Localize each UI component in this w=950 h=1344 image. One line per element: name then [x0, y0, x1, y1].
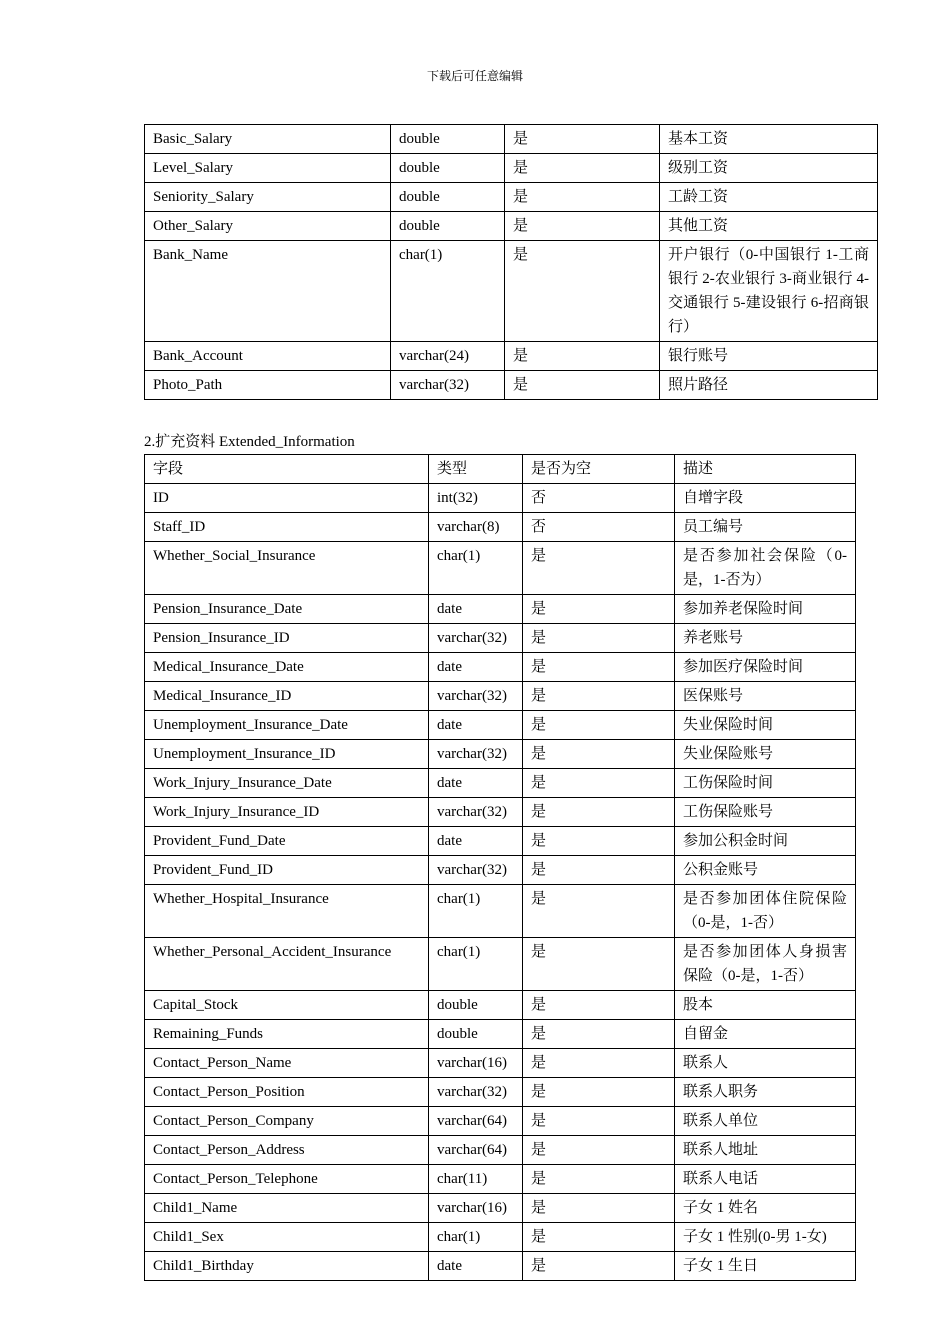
- section-title-extended-information: 2.扩充资料 Extended_Information: [144, 434, 355, 450]
- field-type-cell: varchar(24): [391, 342, 505, 371]
- table-row: [145, 938, 856, 991]
- description-cell: 子女 1 性别(0-男 1-女): [675, 1223, 856, 1252]
- description-cell: 工伤保险账号: [675, 798, 856, 827]
- description-cell: 其他工资: [660, 212, 878, 241]
- field-type-cell: char(1): [391, 241, 505, 342]
- description-cell: 公积金账号: [675, 856, 856, 885]
- table-row: [145, 624, 856, 653]
- table-row: [145, 1078, 856, 1107]
- table-row: [145, 183, 878, 212]
- nullable-cell: 是: [523, 1049, 675, 1078]
- field-type-cell: double: [429, 991, 523, 1020]
- description-cell: 是否参加团体住院保险 （0-是，1-否）: [675, 885, 856, 938]
- description-cell: 联系人职务: [675, 1078, 856, 1107]
- field-type-cell: char(1): [429, 938, 523, 991]
- field-name-cell: Whether_Personal_Accident_Insurance: [145, 938, 429, 991]
- description-cell: 联系人电话: [675, 1165, 856, 1194]
- column-header: 是否为空: [523, 455, 675, 484]
- nullable-cell: 是: [523, 885, 675, 938]
- nullable-cell: 是: [523, 740, 675, 769]
- field-name-cell: ID: [145, 484, 429, 513]
- table-row: [145, 827, 856, 856]
- field-type-cell: varchar(16): [429, 1049, 523, 1078]
- nullable-cell: 是: [505, 342, 660, 371]
- description-cell: 联系人: [675, 1049, 856, 1078]
- description-cell: 子女 1 生日: [675, 1252, 856, 1281]
- description-cell: 自增字段: [675, 484, 856, 513]
- description-cell: 级别工资: [660, 154, 878, 183]
- field-name-cell: Contact_Person_Position: [145, 1078, 429, 1107]
- table-row: [145, 125, 878, 154]
- field-name-cell: Unemployment_Insurance_ID: [145, 740, 429, 769]
- table-row: [145, 711, 856, 740]
- nullable-cell: 是: [523, 542, 675, 595]
- field-name-cell: Whether_Hospital_Insurance: [145, 885, 429, 938]
- description-cell: 基本工资: [660, 125, 878, 154]
- nullable-cell: 是: [523, 1252, 675, 1281]
- field-name-cell: Contact_Person_Address: [145, 1136, 429, 1165]
- description-cell: 工龄工资: [660, 183, 878, 212]
- field-name-cell: Photo_Path: [145, 371, 391, 400]
- field-type-cell: double: [391, 183, 505, 212]
- column-header: 描述: [675, 455, 856, 484]
- table-row: [145, 1107, 856, 1136]
- nullable-cell: 是: [523, 595, 675, 624]
- table-row: [145, 595, 856, 624]
- field-type-cell: date: [429, 827, 523, 856]
- field-name-cell: Contact_Person_Name: [145, 1049, 429, 1078]
- description-cell: 工伤保险时间: [675, 769, 856, 798]
- description-cell: 参加公积金时间: [675, 827, 856, 856]
- table-row: [145, 798, 856, 827]
- table-row: [145, 342, 878, 371]
- field-name-cell: Other_Salary: [145, 212, 391, 241]
- description-cell: 股本: [675, 991, 856, 1020]
- nullable-cell: 否: [523, 484, 675, 513]
- nullable-cell: 是: [523, 991, 675, 1020]
- description-cell: 参加医疗保险时间: [675, 653, 856, 682]
- field-name-cell: Remaining_Funds: [145, 1020, 429, 1049]
- nullable-cell: 是: [523, 1078, 675, 1107]
- field-type-cell: varchar(32): [429, 740, 523, 769]
- field-name-cell: Whether_Social_Insurance: [145, 542, 429, 595]
- description-cell: 子女 1 姓名: [675, 1194, 856, 1223]
- nullable-cell: 是: [523, 798, 675, 827]
- field-type-cell: varchar(32): [429, 856, 523, 885]
- nullable-cell: 是: [505, 241, 660, 342]
- table-row: [145, 154, 878, 183]
- field-type-cell: varchar(64): [429, 1136, 523, 1165]
- table-row: [145, 856, 856, 885]
- table-row: [145, 241, 878, 342]
- field-name-cell: Child1_Birthday: [145, 1252, 429, 1281]
- table-row: [145, 885, 856, 938]
- field-type-cell: varchar(8): [429, 513, 523, 542]
- description-cell: 自留金: [675, 1020, 856, 1049]
- field-type-cell: varchar(32): [429, 682, 523, 711]
- table-row: [145, 1252, 856, 1281]
- nullable-cell: 是: [523, 624, 675, 653]
- field-type-cell: int(32): [429, 484, 523, 513]
- field-type-cell: varchar(32): [429, 1078, 523, 1107]
- field-type-cell: date: [429, 769, 523, 798]
- table-row: [145, 740, 856, 769]
- field-name-cell: Contact_Person_Company: [145, 1107, 429, 1136]
- field-name-cell: Work_Injury_Insurance_Date: [145, 769, 429, 798]
- nullable-cell: 是: [505, 183, 660, 212]
- field-type-cell: date: [429, 595, 523, 624]
- table-row: [145, 1194, 856, 1223]
- salary-fields-table: [144, 124, 878, 400]
- column-header: 类型: [429, 455, 523, 484]
- table-row: [145, 1049, 856, 1078]
- nullable-cell: 是: [523, 856, 675, 885]
- description-cell: 参加养老保险时间: [675, 595, 856, 624]
- description-cell: 员工编号: [675, 513, 856, 542]
- table-row: [145, 1223, 856, 1252]
- nullable-cell: 否: [523, 513, 675, 542]
- page-header-note: 下载后可任意编辑: [426, 69, 523, 83]
- nullable-cell: 是: [523, 711, 675, 740]
- field-type-cell: date: [429, 1252, 523, 1281]
- field-name-cell: Pension_Insurance_ID: [145, 624, 429, 653]
- field-name-cell: Child1_Name: [145, 1194, 429, 1223]
- description-cell: 失业保险时间: [675, 711, 856, 740]
- field-name-cell: Provident_Fund_Date: [145, 827, 429, 856]
- field-name-cell: Pension_Insurance_Date: [145, 595, 429, 624]
- field-type-cell: double: [391, 154, 505, 183]
- description-cell: 医保账号: [675, 682, 856, 711]
- description-cell: 养老账号: [675, 624, 856, 653]
- field-name-cell: Medical_Insurance_ID: [145, 682, 429, 711]
- field-name-cell: Staff_ID: [145, 513, 429, 542]
- field-name-cell: Seniority_Salary: [145, 183, 391, 212]
- description-cell: 是否参加团体人身损害保险（0-是，1-否）: [675, 938, 856, 991]
- description-cell: 联系人单位: [675, 1107, 856, 1136]
- nullable-cell: 是: [523, 653, 675, 682]
- nullable-cell: 是: [523, 938, 675, 991]
- nullable-cell: 是: [523, 1136, 675, 1165]
- nullable-cell: 是: [523, 769, 675, 798]
- nullable-cell: 是: [523, 827, 675, 856]
- field-type-cell: char(1): [429, 885, 523, 938]
- table-row: [145, 212, 878, 241]
- field-name-cell: Provident_Fund_ID: [145, 856, 429, 885]
- field-name-cell: Capital_Stock: [145, 991, 429, 1020]
- column-header: 字段: [145, 455, 429, 484]
- field-name-cell: Work_Injury_Insurance_ID: [145, 798, 429, 827]
- nullable-cell: 是: [505, 154, 660, 183]
- table-row: [145, 484, 856, 513]
- field-type-cell: varchar(32): [429, 798, 523, 827]
- field-type-cell: double: [429, 1020, 523, 1049]
- field-name-cell: Unemployment_Insurance_Date: [145, 711, 429, 740]
- table-row: [145, 653, 856, 682]
- table-row: [145, 769, 856, 798]
- nullable-cell: 是: [523, 682, 675, 711]
- field-type-cell: char(1): [429, 1223, 523, 1252]
- field-name-cell: Bank_Account: [145, 342, 391, 371]
- table-row: [145, 513, 856, 542]
- field-type-cell: double: [391, 212, 505, 241]
- table-row: [145, 1165, 856, 1194]
- nullable-cell: 是: [523, 1020, 675, 1049]
- nullable-cell: 是: [505, 212, 660, 241]
- field-type-cell: varchar(16): [429, 1194, 523, 1223]
- field-type-cell: varchar(64): [429, 1107, 523, 1136]
- nullable-cell: 是: [523, 1194, 675, 1223]
- nullable-cell: 是: [505, 371, 660, 400]
- table-row: [145, 371, 878, 400]
- field-type-cell: char(1): [429, 542, 523, 595]
- table-row: [145, 991, 856, 1020]
- description-cell: 失业保险账号: [675, 740, 856, 769]
- table-header-row: [145, 455, 856, 484]
- description-cell: 是否参加社会保险（0- 是，1-否为）: [675, 542, 856, 595]
- field-type-cell: varchar(32): [429, 624, 523, 653]
- field-name-cell: Medical_Insurance_Date: [145, 653, 429, 682]
- field-name-cell: Bank_Name: [145, 241, 391, 342]
- field-name-cell: Contact_Person_Telephone: [145, 1165, 429, 1194]
- nullable-cell: 是: [523, 1107, 675, 1136]
- field-type-cell: char(11): [429, 1165, 523, 1194]
- table-row: [145, 682, 856, 711]
- description-cell: 银行账号: [660, 342, 878, 371]
- description-cell: 照片路径: [660, 371, 878, 400]
- nullable-cell: 是: [523, 1165, 675, 1194]
- field-name-cell: Basic_Salary: [145, 125, 391, 154]
- extended-information-table: [144, 454, 863, 1281]
- nullable-cell: 是: [505, 125, 660, 154]
- field-type-cell: date: [429, 653, 523, 682]
- field-type-cell: varchar(32): [391, 371, 505, 400]
- field-type-cell: double: [391, 125, 505, 154]
- nullable-cell: 是: [523, 1223, 675, 1252]
- field-name-cell: Level_Salary: [145, 154, 391, 183]
- description-cell: 开户银行（0-中国银行 1-工商银行 2-农业银行 3-商业银行 4-交通银行 5-建设银行 6-招商银行）: [660, 241, 878, 342]
- table-row: [145, 1136, 856, 1165]
- field-type-cell: date: [429, 711, 523, 740]
- field-name-cell: Child1_Sex: [145, 1223, 429, 1252]
- description-cell: 联系人地址: [675, 1136, 856, 1165]
- table-row: [145, 542, 856, 595]
- table-row: [145, 1020, 856, 1049]
